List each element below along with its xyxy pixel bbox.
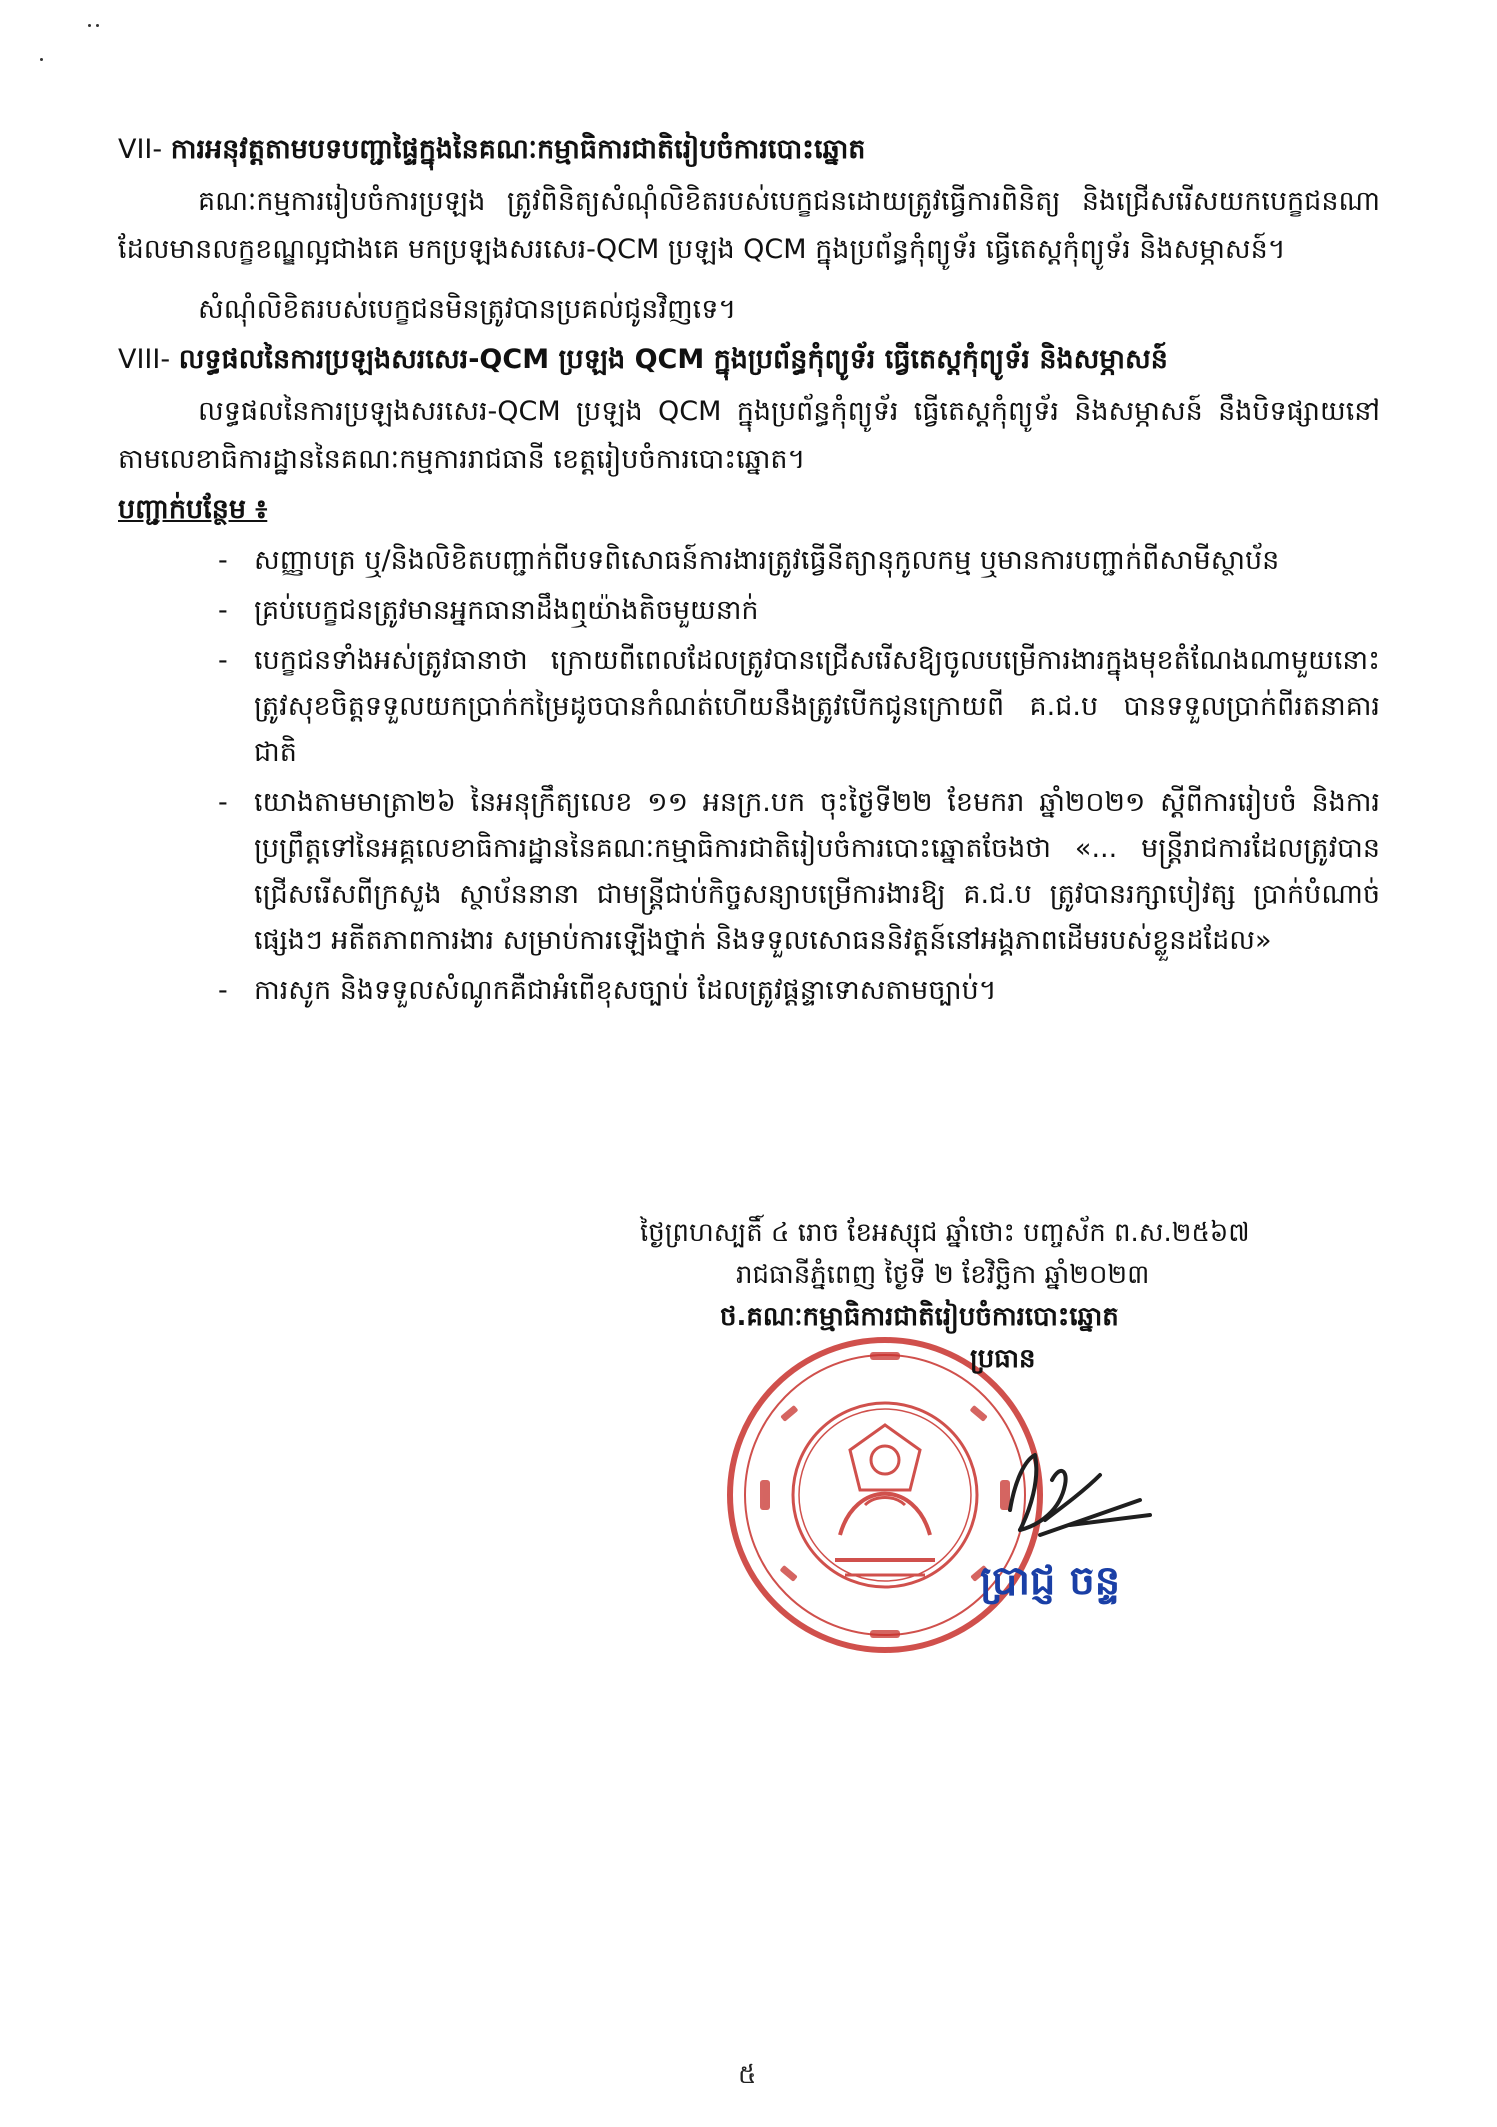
note-item <box>218 588 1380 634</box>
section-8-heading <box>118 338 1380 382</box>
notes-list <box>118 538 1380 1014</box>
notes-title: បញ្ជាក់បន្ថែម ៖ <box>118 494 268 525</box>
lunar-date: ថ្ងៃព្រហស្បតិ៍ ៤ រោច ខែអស្សុជ ឆ្នាំថោះ បញ្ចស័ក ព.ស.២៥៦៧ <box>640 1218 1250 1248</box>
signer-name: ប្រាជ្ញ ចន្ទ <box>980 1557 1121 1604</box>
document-body <box>118 128 1380 1018</box>
note-item <box>218 638 1380 776</box>
scan-speck <box>96 24 99 27</box>
note-text: សញ្ញាបត្រ ឬ/និងលិខិតបញ្ជាក់ពីបទពិសោធន៍ការងារត្រូវធ្វើនីត្យានុកូលកម្ម ឬមានការបញ្ជាក់ពីសាមីស្ថាប័ន <box>254 545 1280 576</box>
signer-position: ប្រធាន <box>970 1344 1036 1374</box>
dash-bullet: - <box>218 545 228 576</box>
solar-date: រាជធានីភ្នំពេញ ថ្ងៃទី ២ ខែវិច្ឆិកា ឆ្នាំ២០២៣ <box>736 1260 1150 1290</box>
issuing-organization: ថ.គណៈកម្មាធិការជាតិរៀបចំការបោះឆ្នោត <box>720 1302 1119 1332</box>
section-8-number: VIII- <box>118 344 171 375</box>
section-8-title: លទ្ធផលនៃការប្រឡងសរសេរ-QCM ប្រឡង QCM ក្នុងប្រព័ន្ធកុំព្យូទ័រ ធ្វើតេស្តកុំព្យូទ័រ និងសម្ភាសន៍ <box>178 344 1168 375</box>
section-7-heading <box>118 128 1380 172</box>
dash-bullet: - <box>218 595 228 626</box>
scan-speck <box>88 24 91 27</box>
note-item <box>218 780 1380 964</box>
note-item <box>218 968 1380 1014</box>
handwritten-signature-icon <box>990 1440 1160 1550</box>
signature-block <box>640 1212 1400 1380</box>
note-text: ការសូក និងទទួលសំណូកគឺជាអំពើខុសច្បាប់ ដែលត្រូវផ្តន្ទាទោសតាមច្បាប់។ <box>254 975 997 1006</box>
note-text: គ្រប់បេក្ខជនត្រូវមានអ្នកធានាដឹងឮយ៉ាងតិចមួយនាក់ <box>254 595 759 626</box>
section-7-title: ការអនុវត្តតាមបទបញ្ជាផ្ទៃក្នុងនៃគណៈកម្មាធិការជាតិរៀបចំការបោះឆ្នោត <box>170 134 866 165</box>
dash-bullet: - <box>218 645 228 676</box>
scan-speck <box>40 58 43 61</box>
page-number: ៥ <box>738 2060 757 2090</box>
section-7-number: VII- <box>118 134 163 165</box>
note-item <box>218 538 1380 584</box>
note-text: យោងតាមមាត្រា២៦ នៃអនុក្រឹត្យលេខ ១១ អនក្រ.បក ចុះថ្ងៃទី២២ ខែមករា ឆ្នាំ២០២១ ស្តីពីការរៀបចំ និងការប្រព្រឹត្តទៅនៃអគ្គលេខាធិការដ្ឋាននៃគណៈកម្មាធិការជាតិរៀបចំការបោះឆ្នោតចែងថា «... មន្ត្រីរាជការដែលត្រូវបានជ្រើសរើសពីក្រសួង ស្ថាប័ននានា ជាមន្ត្រីជាប់កិច្ចសន្យាបម្រើការងារឱ្យ គ.ជ.ប ត្រូវបានរក្សាបៀវត្ស ប្រាក់បំណាច់ផ្សេងៗ អតីតភាពការងារ សម្រាប់ការឡើងថ្នាក់ និងទទួលសោធននិវត្តន៍នៅអង្គភាពដើមរបស់ខ្លួនដដែល» <box>254 787 1380 956</box>
dash-bullet: - <box>218 787 228 818</box>
section-7-paragraph-2: សំណុំលិខិតរបស់បេក្ខជនមិនត្រូវបានប្រគល់ជូនវិញទេ។ <box>198 294 737 325</box>
dash-bullet: - <box>218 975 228 1006</box>
note-text: បេក្ខជនទាំងអស់ត្រូវធានាថា ក្រោយពីពេលដែលត្រូវបានជ្រើសរើសឱ្យចូលបម្រើការងារក្នុងមុខតំណែងណាមួយនោះ ត្រូវសុខចិត្តទទួលយកប្រាក់កម្រៃដូចបានកំណត់ហើយនឹងត្រូវបើកជូនក្រោយពី គ.ជ.ប បានទទួលប្រាក់ពីរតនាគារជាតិ <box>254 645 1380 768</box>
section-8-paragraph-1: លទ្ធផលនៃការប្រឡងសរសេរ-QCM ប្រឡង QCM ក្នុងប្រព័ន្ធកុំព្យូទ័រ ធ្វើតេស្តកុំព្យូទ័រ និងសម្ភាសន៍ នឹងបិទផ្សាយនៅតាមលេខាធិការដ្ឋាននៃគណៈកម្មការរាជធានី ខេត្តរៀបចំការបោះឆ្នោត។ <box>118 396 1380 475</box>
section-7-paragraph-1: គណៈកម្មការរៀបចំការប្រឡង ត្រូវពិនិត្យសំណុំលិខិតរបស់បេក្ខជនដោយត្រូវធ្វើការពិនិត្យ និងជ្រើសរើសយកបេក្ខជនណាដែលមានលក្ខខណ្ឌល្អជាងគេ មកប្រឡងសរសេរ-QCM ប្រឡង QCM ក្នុងប្រព័ន្ធកុំព្យូទ័រ ធ្វើតេស្តកុំព្យូទ័រ និងសម្ភាសន៍។ <box>118 186 1380 265</box>
